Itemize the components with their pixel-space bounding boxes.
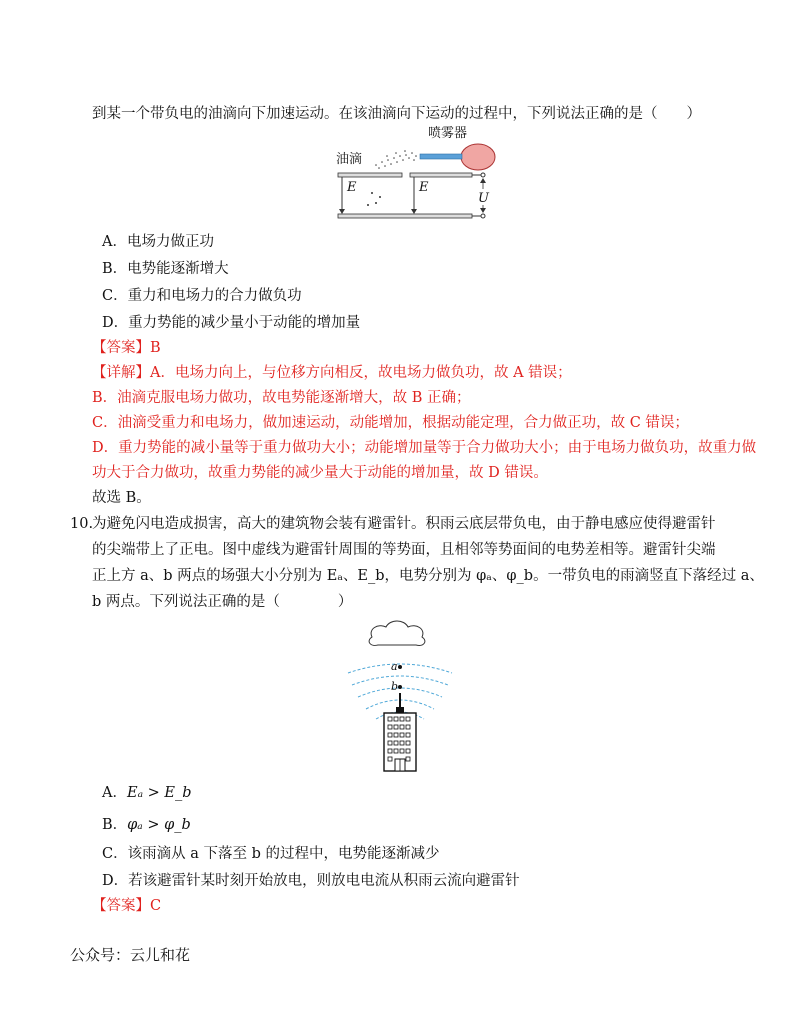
q10-number: 10. xyxy=(70,516,94,532)
point-a-label: a xyxy=(391,660,398,673)
cloud-icon xyxy=(369,621,425,645)
q10-stem-4: b 两点。下列说法正确的是（ ） xyxy=(92,594,353,610)
point-b-marker xyxy=(398,685,402,689)
q9-explanation-5: 功大于合力做功，故重力势能的减少量大于动能的增加量，故 D 错误。 xyxy=(92,465,548,481)
q9-option-b: B．电势能逐渐增大 xyxy=(102,261,229,277)
q10-stem-1: 为避免闪电造成损害，高大的建筑物会装有避雷针。积雨云底层带负电，由于静电感应使得避雷针 xyxy=(92,516,716,532)
q9-explanation-2: B．油滴克服电场力做功，故电势能逐渐增大，故 B 正确； xyxy=(92,390,471,406)
q9-figure-oil-drop xyxy=(330,125,500,225)
field-label-left: E xyxy=(347,180,357,195)
q10-answer: 【答案】C xyxy=(92,898,162,914)
q9-option-a: A．电场力做正功 xyxy=(102,234,214,250)
q10-option-c: C．该雨滴从 a 下落至 b 的过程中，电势能逐渐减少 xyxy=(102,846,440,862)
bottom-plate xyxy=(338,214,472,218)
top-plate-right xyxy=(410,173,472,177)
footer-wechat-account: 公众号：云儿和花 xyxy=(70,946,191,964)
q10-option-b-prefix: B． xyxy=(102,817,128,833)
q10-figure-lightning-rod xyxy=(340,615,460,775)
sprayer-bulb xyxy=(461,144,495,170)
voltage-label: U xyxy=(478,191,489,206)
droplet-label: 油滴 xyxy=(336,152,363,167)
q10-stem-2: 的尖端带上了正电。图中虚线为避雷针周围的等势面，且相邻等势面间的电势差相等。避雷针尖端 xyxy=(92,542,716,558)
q10-option-b-math: φₐ > φ_b xyxy=(127,817,191,833)
q9-explanation-1: 【详解】A．电场力向上，与位移方向相反，故电场力做负功，故 A 错误； xyxy=(92,365,572,381)
q9-explanation-3: C．油滴受重力和电场力，做加速运动，动能增加，根据动能定理，合力做正功，故 C 错误； xyxy=(92,415,689,431)
q10-stem-3: 正上方 a、b 两点的场强大小分别为 Eₐ、E_b，电势分别为 φₐ、φ_b。一带负电的雨滴竖直下落经过 a、 xyxy=(92,568,764,584)
q9-answer: 【答案】B xyxy=(92,340,161,356)
q10-option-a-prefix: A． xyxy=(102,785,127,801)
q10-option-b xyxy=(102,815,191,835)
point-b-label: b xyxy=(391,680,399,693)
q9-explanation-4: D．重力势能的减小量等于重力做功大小；动能增加量等于合力做功大小；由于电场力做负功，故重力做 xyxy=(92,440,757,456)
q10-option-a xyxy=(102,783,192,803)
q9-conclusion: 故选 B。 xyxy=(92,490,151,506)
q9-stem: 到某一个带负电的油滴向下加速运动。在该油滴向下运动的过程中，下列说法正确的是（ ） xyxy=(92,106,701,122)
sprayer-label: 喷雾器 xyxy=(428,126,468,141)
q9-option-c: C．重力和电场力的合力做负功 xyxy=(102,288,302,304)
point-a-marker xyxy=(398,665,402,669)
q10-option-a-math: Eₐ > E_b xyxy=(126,785,192,801)
q10-option-d: D．若该避雷针某时刻开始放电，则放电电流从积雨云流向避雷针 xyxy=(102,873,520,889)
q9-option-d: D．重力势能的减少量小于动能的增加量 xyxy=(102,315,361,331)
field-label-right: E xyxy=(419,180,429,195)
top-plate-left xyxy=(338,173,402,177)
sprayer-nozzle xyxy=(420,154,462,159)
